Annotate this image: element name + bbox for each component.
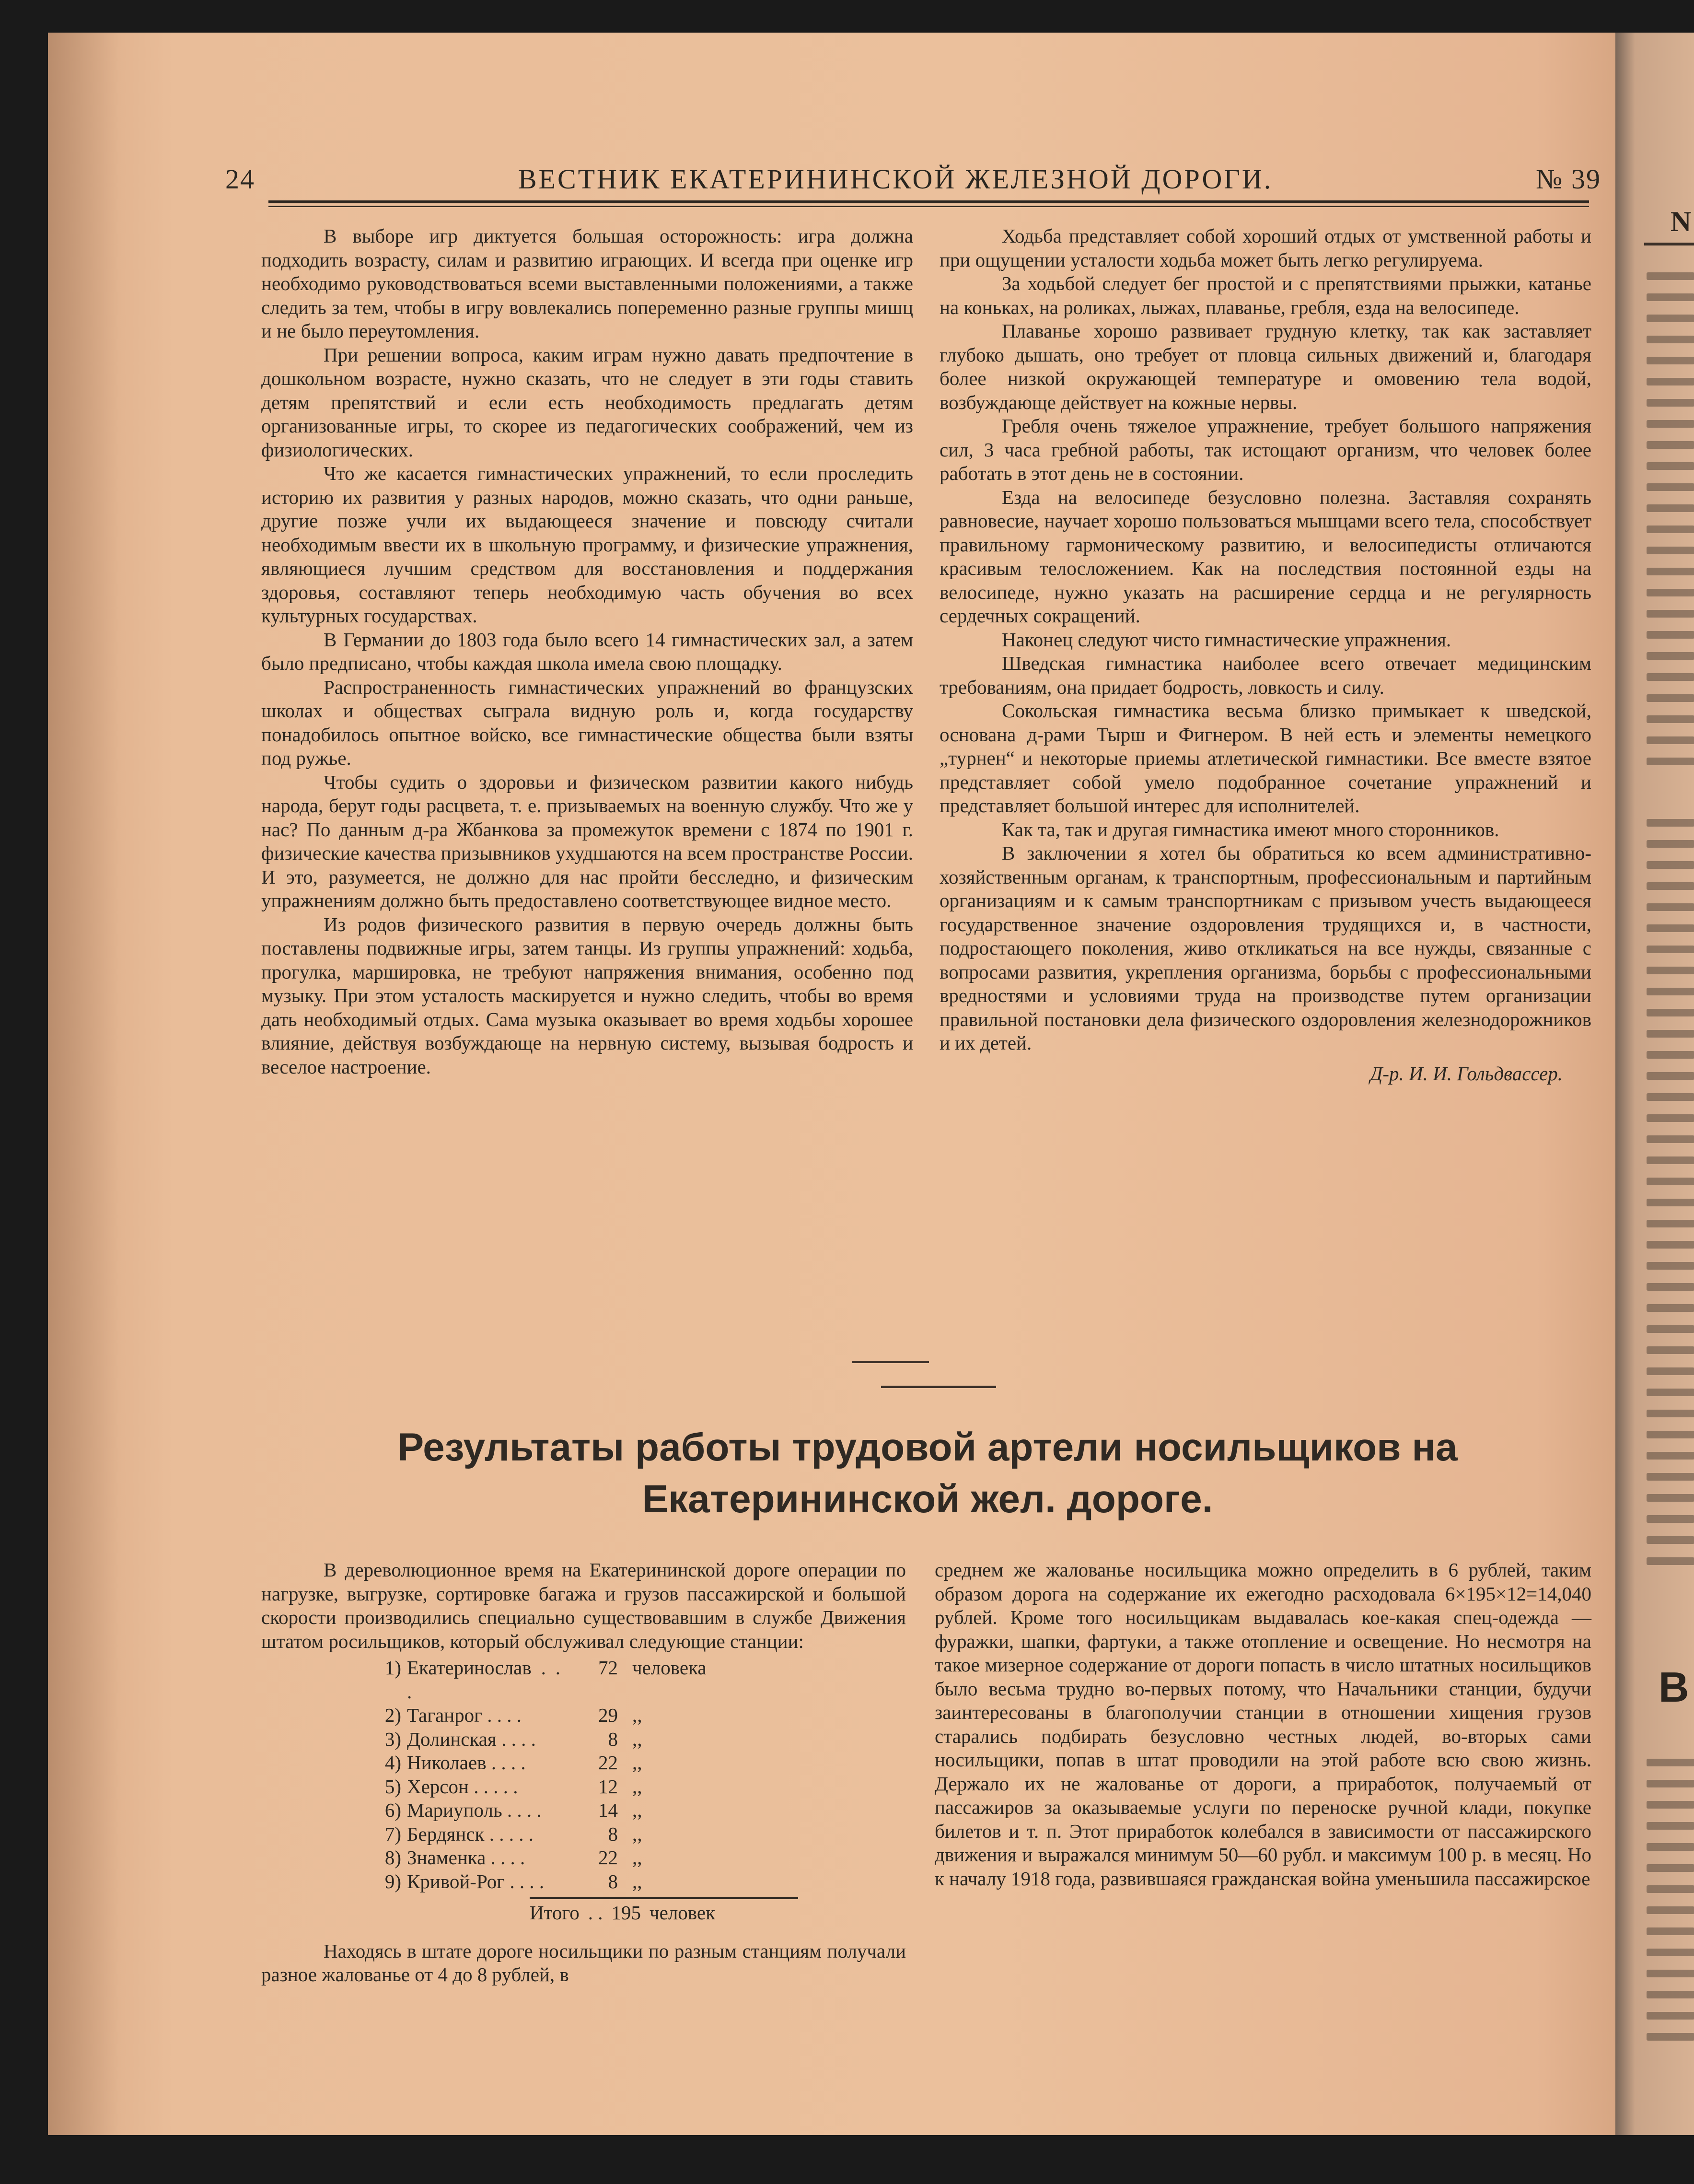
paragraph: Чтобы судить о здоровьи и физическом развитии какого нибудь народа, берут годы расцвета, т. е. призываемых на военную службу. Что же у нас? По данным д-ра Жбанкова за промежуток времени с 1874 по 1901 г. физические качества призывников ухудшаются на всем пространстве России. И это, разумеется, не должно для нас пройти бесследно, и физическим упражнениям должно быть предоставлено соответствующее видное место. [261,771,913,911]
paragraph: Езда на велосипеде безусловно полезна. Заставляя сохранять равновесие, научает хорошо пользоваться мышцами всего тела, способствует правильному гармоническому развитию, и велосипедисты отличаются красивым телосложением. Как на последствия постоянной езды на велосипеде, нужно указать на расширение сердца и не регулярность сердечных сокращений. [940,486,1591,627]
article-right-column [935,1558,1591,1891]
paragraph: Наконец следуют чисто гимнастические упражнения. [1002,628,1451,651]
page-number: 24 [225,164,255,195]
station-row: 5) Херсон . . . . . 12 ,, [384,1775,642,1798]
right-column [940,224,1591,1086]
article-left-column [261,1558,906,1987]
adjacent-page-edge [1615,33,1694,2135]
paragraph: В Германии до 1803 года было всего 14 гимнастических зал, а затем было предписано, чтобы каждая школа имела свою площадку. [261,628,913,674]
page-header [225,163,1601,201]
page-edge-shadow [48,33,120,2135]
station-row: 3) Долинская . . . . 8 ,, [384,1728,642,1750]
station-row: 6) Мариуполь . . . . 14 ,, [384,1799,642,1821]
author-signature: Д-р. И. И. Гольдвассер. [1370,1062,1563,1085]
paragraph: Сокольская гимнастика весьма близко примыкает к шведской, основана д-рами Тырш и Фигнером. В ней есть и элементы немецкого „турнен“ и некоторые приемы атлетической гимнастики. Все вместе взятое представляет собой умело подобранное сочетание упражнений и представляет большой интерес для исполнителей. [940,700,1591,817]
paragraph: В выборе игр диктуется большая осторожность: игра должна подходить возрасту, силам и развитию играющих. И всегда при оценке игр необходимо руководствоваться всеми выставленными положениями, а также следить за тем, чтобы в игру вовлекались попеременно разные группы мишц и не было переутомления. [261,225,913,342]
adjacent-page-text-top [1647,272,1694,779]
section-divider [881,1386,996,1388]
paragraph: Из родов физического развития в первую очередь должны быть поставлены подвижные игры, затем танцы. Из группы упражнений: ходьба, прогулка, маршировка, не требуют напряжения внимания, особенно под музыку. При этом усталость маскируется и нужно следить, чтобы во время дать необходимый отдых. Сама музыка оказывает во время ходьбы хорошее влияние, действуя возбуждающе на нервную систему, вызывая бодрость и веселое настроение. [261,913,913,1078]
header-rule [268,200,1589,207]
paragraph: Плаванье хорошо развивает грудную клетку, так как заставляет глубоко дышать, оно требует от пловца сильных движений и, благодаря более низкой окружающей температуре и омовению тела водой, возбуждающе действует на кожные нервы. [940,320,1591,413]
paragraph: При решении вопроса, каким играм нужно давать предпочтение в дошкольном возрасте, нужно сказать, что не следует в эти годы ставить детям препятствий и если есть необходимость предлагать детям организованные игры, то скорее из педагогических соображений, чем из физиологических. [261,343,913,461]
journal-title: ВЕСТНИК ЕКАТЕРИНИНСКОЙ ЖЕЛЕЗНОЙ ДОРОГИ. [518,164,1273,195]
adjacent-page-heading: B [1659,1663,1689,1711]
paragraph: В заключении я хотел бы обратиться ко всем административно-хозяйственным органам, к транспортным, профессиональным и партийным организациям и к самым транспортникам с призывом учесть выдающееся государственное значение оздоровления трудящихся и, в частности, подростающего поколения, живо откликаться на все нужды, связанные с вопросами развития, укрепления организма, борьбы с профессиональными вредностями и условиями труда на производстве путем организации правильной постановки дела физического оздоровления железнодорожников и их детей. [940,842,1591,1054]
paragraph: Что же касается гимнастических упражнений, то если проследить историю их развития у разных народов, можно сказать, что одни раньше, другие позже учли их выдающееся значение и повсюду считали необходимым ввести их в школьную программу, и физические упражнения, являющиеся лучшим средством для восстановления и поддержания здоровья, составляют теперь необходимую часть обучения во всех культурных государствах. [261,462,913,627]
article-intro: В дереволюционное время на Екатерининской дороге операции по нагрузке, выгрузке, сортировке багажа и грузов пассажирской и большой скорости производились специально существовавшим в службе Движения штатом росильщиков, который обслуживал следующие станции: [261,1559,906,1652]
paragraph: Ходьба представляет собой хороший отдых от умственной работы и при ощущении усталости ходьба может быть легко регулируема. [940,225,1591,271]
paragraph: Распространенность гимнастических упражнений во французских школах и обществах сыграла видную роль и, когда государству понадобилось опытное войско, все гимнастические общества были взяты под ружье. [261,676,913,769]
issue-number: № 39 [1536,164,1601,195]
station-total: Итого . . 195 человек [530,1897,798,1925]
paragraph: Гребля очень тяжелое упражнение, требует большого напряжения сил, 3 часа гребной работы, так истощают организм, что человек более работать в этот день не в состоянии. [940,415,1591,484]
adjacent-page-rule [1644,243,1694,245]
paragraph: Шведская гимнастика наиболее всего отвечает медицинским требованиям, она придает бодрость, ловкость и силу. [940,652,1591,698]
article-title: Результаты работы трудовой артели носильщиков на Екатерининской жел. дороге. [397,1425,1458,1521]
section-divider [852,1361,929,1363]
adjacent-page-marker: N [1671,206,1692,237]
station-row: 7) Бердянск . . . . . 8 ,, [384,1822,642,1845]
paragraph: среднем же жалованье носильщика можно определить в 6 рублей, таким образом дорога на содержание их ежегодно расходовала 6×195×12=14,040 рублей. Кроме того носильщикам выдавалась кое-какая спец-одежда — фуражки, шапки, фартуки, а также отопление и освещение. Но несмотря на такое мизерное содержание от дороги попасть в число штатных носильщиков было весьма трудно во-первых потому, что Начальники станции, будучи заинтересованы в благополучии станции в отношении хищения грузов старались подбирать безусловно честных людей, во-вторых сами носильщики, попав в штат проводили на этой работе всю свою жизнь. Держало их не жалованье от дороги, а приработок, получаемый от пассажиров за оказываемые услуги по переноске ручной клади, покупке билетов и т. п. Этот приработок колебался в зависимости от пассажирского движения и выражался минимум 50—60 рубл. и максимум 100 р. в месяц. Но к началу 1918 года, развившаяся гражданская война уменьшила пассажирское [935,1559,1591,1890]
adjacent-page-text-middle [1647,819,1694,1578]
paragraph: Как та, так и другая гимнастика имеют много сторонников. [1002,818,1499,841]
left-column [261,224,913,1079]
station-row: 1) Екатеринослав . . . 72 человека [384,1657,707,1703]
station-row: 4) Николаев . . . . 22 ,, [384,1752,642,1774]
paragraph: Находясь в штате дороге носильщики по разным станциям получали разное жалованье от 4 до 8 рублей, в [261,1939,906,1985]
station-list [261,1656,906,1893]
adjacent-page-text-bottom [1647,1759,1694,2054]
paragraph: За ходьбой следует бег простой и с препятствиями прыжки, катанье на коньках, на роликах, лыжах, плаванье, гребля, езда на велосипеде. [940,272,1591,318]
station-row: 9) Кривой-Рог . . . . 8 ,, [384,1870,642,1892]
station-row: 8) Знаменка . . . . 22 ,, [384,1846,642,1869]
station-row: 2) Таганрог . . . . 29 ,, [384,1704,642,1726]
